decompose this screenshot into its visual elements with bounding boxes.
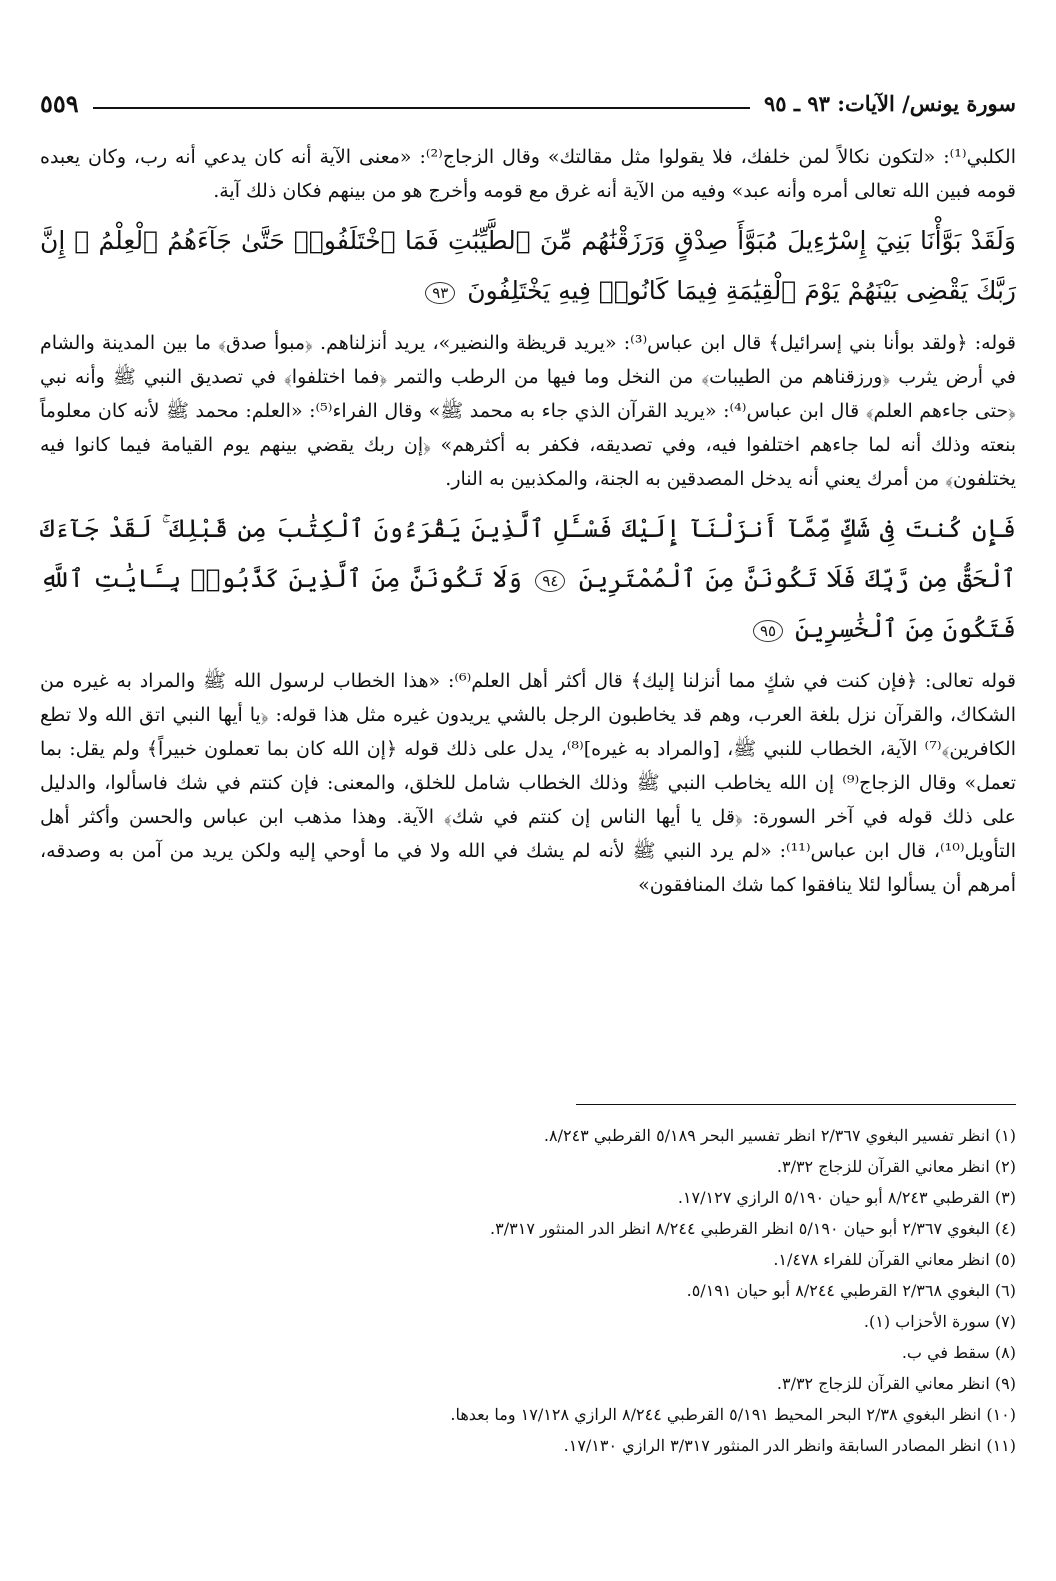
header-rule	[93, 107, 750, 109]
verse-number-94: ٩٤	[535, 570, 565, 592]
footnote: (١١) انظر المصادر السابقة وانظر الدر المنثور ٣/٣١٧ الرازي ١٧/١٣٠.	[563, 1436, 1016, 1455]
verse-95-text: وَلَا تَكُونَنَّ مِنَ ٱلَّذِينَ كَذَّبُوا۟ بِـَٔايَٰتِ ٱللَّهِ فَتَكُونَ مِنَ ٱلْخَٰسِرِينَ	[40, 564, 1016, 643]
running-title: سورة يونس/ الآيات: ٩٣ ـ ٩٥	[764, 90, 1016, 116]
paragraph-2: قوله: ﴿ولقد بوأنا بني إسرائيل﴾ قال ابن عباس⁽³⁾: «يريد قريظة والنضير»، يريد أنزلناهم. ﴿مبوأ صدق﴾ ما بين المدينة والشام في أرض يثرب ﴿ورزقناهم من الطيبات﴾ من النخل وما فيها من الرطب والتمر ﴿فما اختلفوا﴾ في تصديق النبي ﷺ وأنه نبي ﴿حتى جاءهم العلم﴾ قال ابن عباس⁽⁴⁾: «يريد القرآن الذي جاء به محمد ﷺ» وقال الفراء⁽⁵⁾: «العلم: محمد ﷺ لأنه كان معلوماً بنعته وذلك أنه لما جاءهم اختلفوا فيه، وفي تصديقه، فكفر به أكثرهم» ﴿إن ربك يقضي بينهم يوم القيامة فيما كانوا فيه يختلفون﴾ من أمرك يعني أنه يدخل المصدقين به الجنة، والمكذبين به النار.	[40, 332, 1017, 490]
page-number: ٥٥٩	[40, 88, 79, 118]
footnote: (٦) البغوي ٢/٣٦٨ القرطبي ٨/٢٤٤ أبو حيان ٥/١٩١.	[686, 1281, 1016, 1300]
main-text	[40, 140, 1016, 902]
footnote: (٩) انظر معاني القرآن للزجاج ٣/٣٢.	[776, 1374, 1016, 1393]
verse-number-95: ٩٥	[753, 620, 783, 642]
footnote: (٥) انظر معاني القرآن للفراء ١/٤٧٨.	[773, 1250, 1016, 1269]
footnote: (١٠) انظر البغوي ٢/٣٨ البحر المحيط ٥/١٩١ القرطبي ٨/٢٤٤ الرازي ١٧/١٢٨ وما بعدها.	[450, 1405, 1016, 1424]
paragraph-1: الكلبي⁽¹⁾: «لتكون نكالاً لمن خلفك، فلا يقولوا مثل مقالتك» وقال الزجاج⁽²⁾: «معنى الآية أنه كان يدعي أنه رب، وكان يعبده قومه فبين الله تعالى أمره وأنه عبد» وفيه من الآية أنه غرق مع قومه وأخرج هو من بينهم فكان ذلك آية.	[40, 146, 1016, 202]
verse-94-text: فَإِن كُنتَ فِى شَكٍّ مِّمَّآ أَنزَلْنَآ إِلَيْكَ فَسْـَٔلِ ٱلَّذِينَ يَقْرَءُونَ ٱلْكِتَٰبَ مِن قَبْلِكَ ۚ لَقَدْ جَآءَكَ ٱلْحَقُّ مِن رَّبِّكَ فَلَا تَكُونَنَّ مِنَ ٱلْمُمْتَرِينَ	[40, 514, 1017, 593]
quran-verse-93	[40, 216, 1016, 316]
footnote: (٣) القرطبي ٨/٢٤٣ أبو حيان ٥/١٩٠ الرازي ١٧/١٢٧.	[677, 1188, 1016, 1207]
paragraph-3: قوله تعالى: ﴿فإن كنت في شكٍ مما أنزلنا إليك﴾ قال أكثر أهل العلم⁽⁶⁾: «هذا الخطاب لرسول الله ﷺ والمراد به غيره من الشكاك، والقرآن نزل بلغة العرب، وهم قد يخاطبون الرجل بالشي يريدون غيره مثل هذا قوله: ﴿يا أيها النبي اتق الله ولا تطع الكافرين﴾⁽⁷⁾ الآية، الخطاب للنبي ﷺ، [والمراد به غيره]⁽⁸⁾، يدل على ذلك قوله ﴿إن الله كان بما تعملون خبيراً﴾ ولم يقل: بما تعمل» وقال الزجاج⁽⁹⁾ إن الله يخاطب النبي ﷺ وذلك الخطاب شامل للخلق، والمعنى: فإن كنتم في شك فاسألوا، والدليل على ذلك قوله في آخر السورة: ﴿قل يا أيها الناس إن كنتم في شك﴾ الآية. وهذا مذهب ابن عباس والحسن وأكثر أهل التأويل⁽¹⁰⁾، قال ابن عباس⁽¹¹⁾: «لم يرد النبي ﷺ لأنه لم يشك في الله ولا في ما أوحي إليه ولكن يريد من آمن به وصدقه، أمرهم أن يسألوا لئلا ينافقوا كما شك المنافقون»	[40, 670, 1016, 896]
footnote: (٧) سورة الأحزاب (١).	[863, 1312, 1016, 1331]
footnote: (٤) البغوي ٢/٣٦٧ أبو حيان ٥/١٩٠ انظر القرطبي ٨/٢٤٤ انظر الدر المنثور ٣/٣١٧.	[490, 1219, 1016, 1238]
page-header	[40, 86, 1016, 120]
footnote: (٨) سقط في ب.	[901, 1343, 1016, 1362]
verse-93-text: وَلَقَدْ بَوَّأْنَا بَنِيٓ إِسْرَٰٓءِيلَ مُبَوَّأَ صِدْقٍ وَرَزَقْنَٰهُم مِّنَ ٱلطَّيِّبَٰتِ فَمَا ٱخْتَلَفُوا۟ حَتَّىٰ جَآءَهُمُ ٱلْعِلْمُ ۚ إِنَّ رَبَّكَ يَقْضِى بَيْنَهُمْ يَوْمَ ٱلْقِيَٰمَةِ فِيمَا كَانُوا۟ فِيهِ يَخْتَلِفُونَ	[40, 226, 1016, 305]
footnote: (١) انظر تفسير البغوي ٢/٣٦٧ انظر تفسير البحر ٥/١٨٩ القرطبي ٨/٢٤٣.	[543, 1126, 1016, 1145]
footnote-separator	[576, 1104, 1016, 1105]
footnotes-list	[40, 1120, 1016, 1461]
verse-number-93: ٩٣	[425, 282, 455, 304]
quran-verses-94-95	[40, 504, 1016, 654]
footnote: (٢) انظر معاني القرآن للزجاج ٣/٣٢.	[776, 1157, 1016, 1176]
